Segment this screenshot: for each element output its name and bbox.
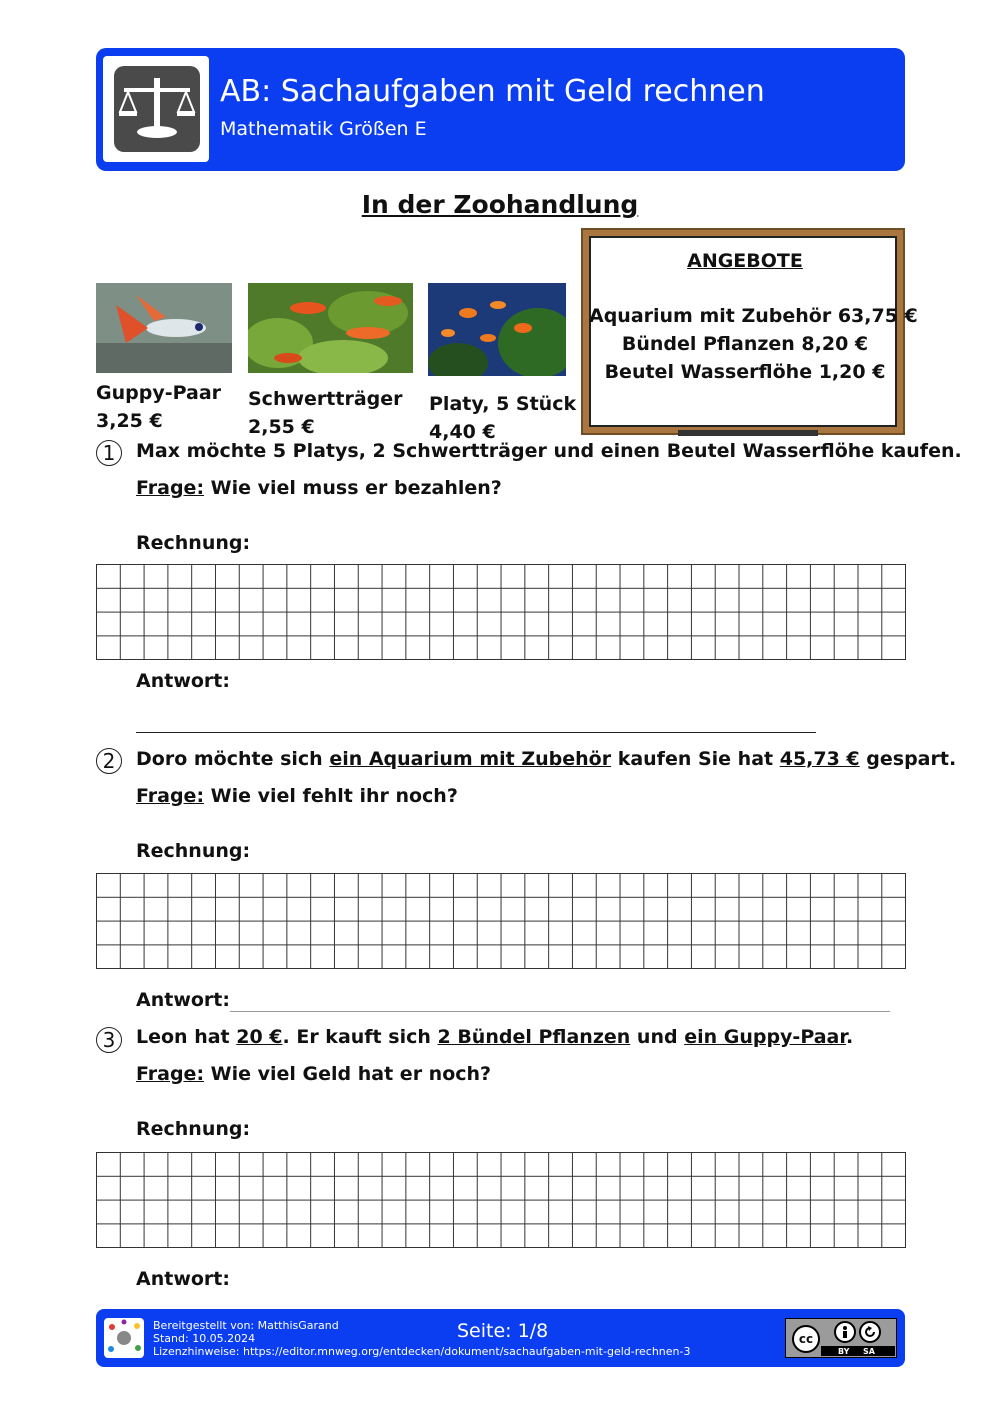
task-text	[136, 1026, 853, 1048]
guppy-image	[96, 283, 232, 373]
task-question	[136, 477, 502, 499]
task-text-highlight: 2 Bündel Pflanzen	[437, 1026, 631, 1048]
answer-label: Antwort:	[136, 989, 230, 1011]
task-question	[136, 785, 458, 807]
platy-caption	[429, 390, 576, 446]
platy-name: Platy, 5 Stück	[429, 393, 577, 415]
cc-badge-strip	[821, 1346, 895, 1356]
question-label: Frage:	[136, 477, 205, 499]
answer-line[interactable]	[230, 1011, 890, 1012]
guppy-name: Guppy-Paar	[96, 382, 222, 404]
guppy-caption	[96, 379, 221, 435]
task-text-part: . Er kauft sich	[282, 1026, 438, 1048]
offer-title: ANGEBOTE	[687, 250, 803, 272]
task-question	[136, 1063, 491, 1085]
cc-icon: cc	[792, 1325, 820, 1353]
task-text-highlight: 20 €	[236, 1026, 283, 1048]
task-text-part: Doro möchte sich	[136, 748, 330, 770]
task-text	[136, 748, 956, 770]
calculation-label: Rechnung:	[136, 840, 251, 862]
swordtail-name: Schwertträger	[248, 388, 403, 410]
question-label: Frage:	[136, 1063, 205, 1085]
question-text: Wie viel Geld hat er noch?	[210, 1063, 492, 1085]
calculation-grid[interactable]	[96, 1152, 906, 1248]
by-person-icon	[834, 1321, 856, 1343]
task-text-highlight: 45,73 €	[779, 748, 860, 770]
footer-date: Stand: 10.05.2024	[153, 1332, 256, 1345]
footer-provided-by: Bereitgestellt von: MatthisGarand	[153, 1319, 339, 1332]
offer-item: Bündel Pflanzen 8,20 €	[621, 333, 869, 355]
page-number: Seite: 1/8	[457, 1320, 549, 1342]
offer-item: Aquarium mit Zubehör 63,75 €	[589, 305, 918, 327]
platy-image	[428, 283, 566, 376]
offer-board-tray	[678, 430, 818, 436]
calculation-grid[interactable]	[96, 564, 906, 660]
calculation-label: Rechnung:	[136, 1118, 251, 1140]
swordtail-caption	[248, 385, 403, 441]
question-text: Wie viel muss er bezahlen?	[210, 477, 502, 499]
swordtail-image	[248, 283, 413, 373]
header-banner	[96, 48, 905, 171]
task-number: 2	[96, 748, 122, 774]
task-text-part: und	[630, 1026, 685, 1048]
footer-license[interactable]: Lizenzhinweise: https://editor.mnweg.org/entdecken/dokument/sachaufgaben-mit-geld-rechnen-3	[153, 1345, 691, 1358]
task-number: 3	[96, 1027, 122, 1053]
offer-item: Beutel Wasserflöhe 1,20 €	[604, 361, 886, 383]
platy-price: 4,40 €	[429, 421, 496, 443]
answer-label: Antwort:	[136, 1268, 230, 1290]
share-alike-icon	[859, 1321, 881, 1343]
task-text-part: Leon hat	[136, 1026, 237, 1048]
task-number: 1	[96, 440, 122, 466]
section-title: In der Zoohandlung	[361, 190, 639, 219]
answer-line[interactable]	[136, 732, 816, 733]
task-text-highlight: ein Aquarium mit Zubehör	[329, 748, 612, 770]
question-text: Wie viel fehlt ihr noch?	[210, 785, 458, 807]
task-text: Max möchte 5 Platys, 2 Schwertträger und einen Beutel Wasserflöhe kaufen.	[136, 440, 962, 462]
task-text-highlight: ein Guppy-Paar	[684, 1026, 847, 1048]
mnweg-logo-icon	[104, 1318, 144, 1358]
document-subtitle: Mathematik Größen E	[220, 118, 427, 140]
cc-by-label: BY	[838, 1347, 850, 1356]
document-title: AB: Sachaufgaben mit Geld rechnen	[220, 74, 765, 109]
guppy-price: 3,25 €	[96, 410, 163, 432]
calculation-label: Rechnung:	[136, 532, 251, 554]
cc-sa-label: SA	[863, 1347, 875, 1356]
answer-label: Antwort:	[136, 670, 230, 692]
swordtail-price: 2,55 €	[248, 416, 315, 438]
calculation-grid[interactable]	[96, 873, 906, 969]
question-label: Frage:	[136, 785, 205, 807]
task-text-part: gespart.	[859, 748, 957, 770]
balance-scale-icon	[114, 66, 200, 152]
task-text-part: .	[846, 1026, 854, 1048]
task-text-part: kaufen Sie hat	[611, 748, 780, 770]
